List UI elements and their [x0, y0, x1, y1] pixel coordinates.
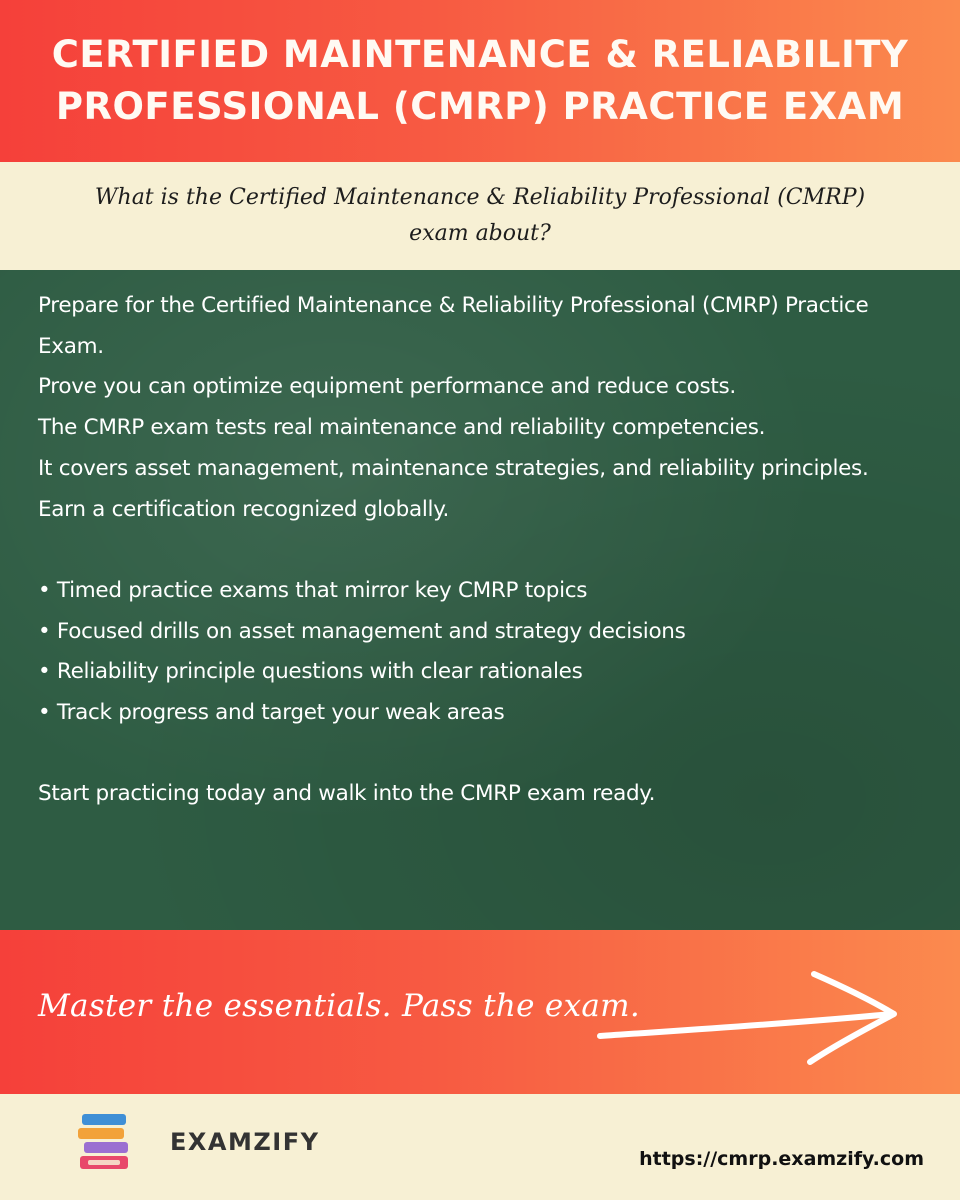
- description-content: [38, 286, 928, 815]
- description-paragraph: Earn a certification recognized globally.: [38, 496, 450, 522]
- website-link[interactable]: https://cmrp.examzify.com: [639, 1148, 924, 1170]
- chalkboard-panel: [0, 270, 960, 930]
- question-line-1: What is the Certified Maintenance & Reliability Professional (CMRP): [94, 185, 866, 210]
- page-title-line-1: CERTIFIED MAINTENANCE & RELIABILITY: [51, 33, 909, 76]
- feature-list-item: • Focused drills on asset management and strategy decisions: [38, 618, 686, 644]
- question-line-2: exam about?: [409, 221, 551, 246]
- spacer: [38, 530, 928, 571]
- description-paragraph: Prove you can optimize equipment performance and reduce costs.: [38, 374, 736, 400]
- brand-name: EXAMZIFY: [170, 1128, 320, 1156]
- spacer: [38, 734, 928, 775]
- header-banner: [0, 0, 960, 162]
- description-paragraph: The CMRP exam tests real maintenance and reliability competencies.: [38, 415, 766, 441]
- cta-banner: [0, 930, 960, 1094]
- feature-list-item: • Track progress and target your weak areas: [38, 700, 505, 726]
- closing-line: Start practicing today and walk into the CMRP exam ready.: [38, 781, 656, 807]
- feature-list: [38, 571, 928, 734]
- books-stack-icon: [76, 1112, 134, 1174]
- description-paragraph: Prepare for the Certified Maintenance & Reliability Professional (CMRP) Practice Exam.: [38, 293, 869, 359]
- description-paragraph: It covers asset management, maintenance strategies, and reliability principles.: [38, 455, 869, 481]
- arrow-right-icon: [596, 966, 906, 1066]
- footer: [0, 1094, 960, 1200]
- page-title-line-2: PROFESSIONAL (CMRP) PRACTICE EXAM: [55, 85, 905, 128]
- feature-list-item: • Reliability principle questions with clear rationales: [38, 659, 583, 685]
- tagline: Master the essentials. Pass the exam.: [38, 988, 640, 1024]
- question-banner: [0, 162, 960, 270]
- feature-list-item: • Timed practice exams that mirror key CMRP topics: [38, 577, 588, 603]
